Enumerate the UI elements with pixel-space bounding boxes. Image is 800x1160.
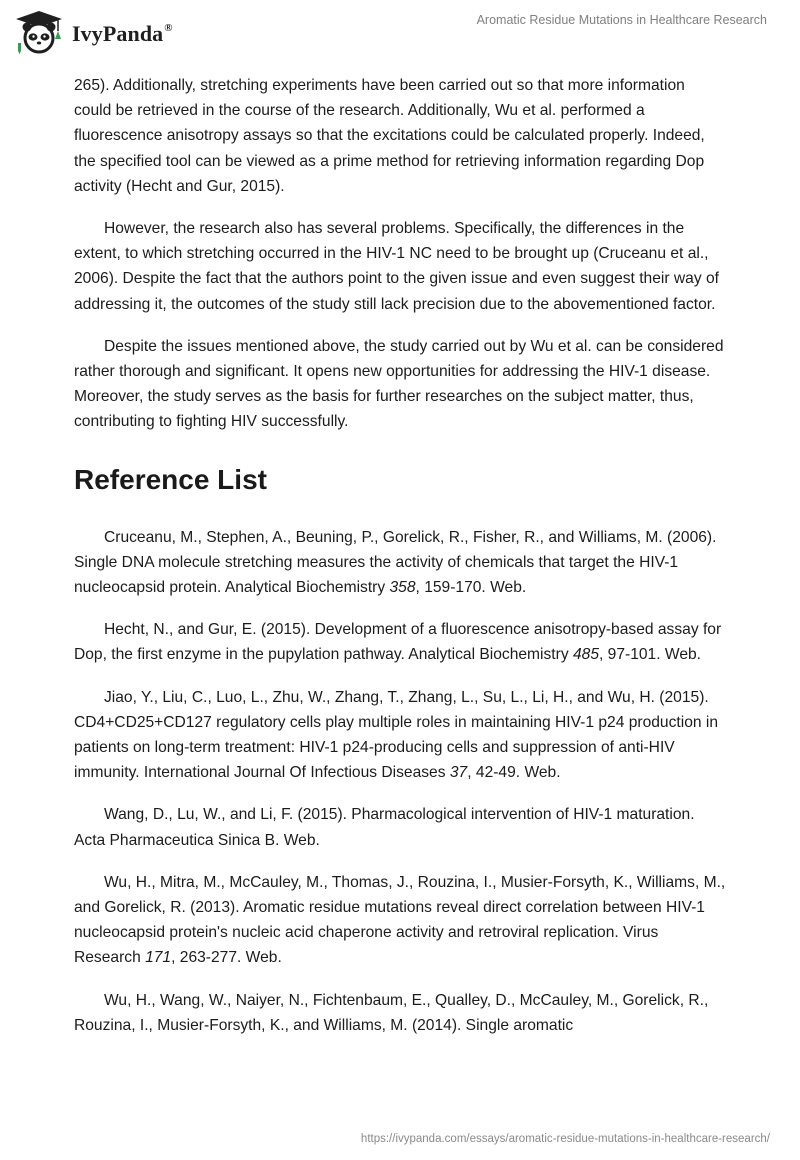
reference-list-heading: Reference List [74,463,267,495]
essay-content [74,73,726,1055]
panda-graduate-logo-icon [12,9,66,55]
reference-entry: Jiao, Y., Liu, C., Luo, L., Zhu, W., Zhang, T., Zhang, L., Su, L., Li, H., and Wu, H. (2015). CD4+CD25+CD127 regulatory cells play multiple roles in maintaining HIV-1 p24 production in patients on long-term treatment: HIV-1 p24-producing cells and suppression of anti-HIV immunity. International Journal Of Infectious Diseases 37, 42-49. Web. [74,688,719,782]
brand-logo[interactable] [12,9,173,55]
reference-entry: Cruceanu, M., Stephen, A., Beuning, P., Gorelick, R., Fisher, R., and Williams, M. (2006). Single DNA molecule stretching measures the activity of chemicals that target the HIV-1 nucleocapsid protein. Analytical Biochemistry 358, 159-170. Web. [74,528,717,597]
source-url-link[interactable]: https://ivypanda.com/essays/aromatic-residue-mutations-in-healthcare-research/ [360,1133,770,1145]
body-paragraph: Despite the issues mentioned above, the study carried out by Wu et al. can be considered rather thorough and significant. It opens new opportunities for addressing the HIV-1 disease. Moreover, the study serves as the basis for further researches on the subject matter, thus, contributing to fighting HIV successfully. [74,337,724,431]
brand-name: IvyPanda® [72,21,173,46]
body-paragraph-continued: 265). Additionally, stretching experiments have been carried out so that more information could be retrieved in the course of the research. Additionally, Wu et al. performed a fluorescence anisotropy assays so that the excitations could be calculated properly. Indeed, the specified tool can be viewed as a prime method for retrieving information regarding Dop activity (Hecht and Gur, 2015). [74,77,705,195]
reference-entry: Wu, H., Mitra, M., McCauley, M., Thomas, J., Rouzina, I., Musier-Forsyth, K., Williams, M., and Gorelick, R. (2013). Aromatic residue mutations reveal direct correlation between HIV-1 nucleocapsid protein's nucleic acid chaperone activity and retroviral replication. Virus Research 171, 263-277. Web. [74,873,726,967]
body-paragraph: However, the research also has several problems. Specifically, the differences in the extent, to which stretching occurred in the HIV-1 NC need to be brought up (Cruceanu et al., 2006). Despite the fact that the authors point to the given issue and even suggest their way of addressing it, the outcomes of the study still lack precision due to the abovementioned factor. [74,220,719,313]
page-header [0,0,800,64]
reference-entry: Hecht, N., and Gur, E. (2015). Development of a fluorescence anisotropy-based assay for Dop, the first enzyme in the pupylation pathway. Analytical Biochemistry 485, 97-101. Web. [74,621,722,664]
reference-entry: Wu, H., Wang, W., Naiyer, N., Fichtenbaum, E., Qualley, D., McCauley, M., Gorelick, R., Rouzina, I., Musier-Forsyth, K., and Williams, M. (2014). Single aromatic [74,991,709,1034]
reference-entry: Wang, D., Lu, W., and Li, F. (2015). Pharmacological intervention of HIV-1 maturation. Acta Pharmaceutica Sinica B. Web. [74,806,695,849]
document-title: Aromatic Residue Mutations in Healthcare Research [476,13,767,27]
